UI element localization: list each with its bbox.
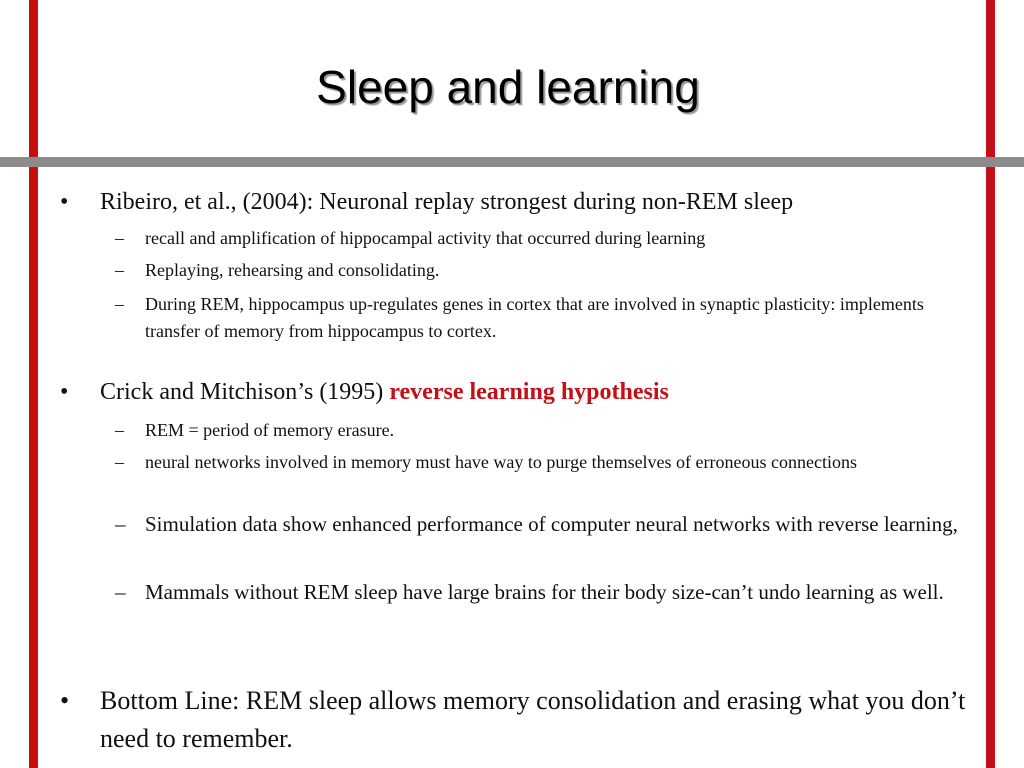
sub-bullet-marker: – (115, 228, 124, 248)
bullet-text: Bottom Line: REM sleep allows memory consolidation and erasing what you don’t need to remember. (100, 686, 966, 753)
left-accent-bar (29, 0, 38, 768)
bullet-marker: • (60, 189, 69, 215)
sub-bullet-marker: – (115, 420, 124, 440)
sub-bullet (115, 449, 980, 476)
sub-bullet-marker: – (115, 580, 126, 604)
sub-bullet-text: REM = period of memory erasure. (145, 420, 395, 440)
bullet-text: Crick and Mitchison’s (1995) (100, 379, 390, 405)
sub-bullet-text: Replaying, rehearsing and consolidating. (145, 260, 440, 280)
bullet-bottom-line (60, 682, 980, 758)
sub-bullet (115, 417, 980, 444)
sub-bullet-text: During REM, hippocampus up-regulates genes in cortex that are involved in synaptic plasticity: implements transfer of memory from hippocampus to cortex. (145, 294, 924, 341)
bullet-crick-mitchison (60, 377, 980, 407)
bullet-marker: • (60, 686, 70, 715)
highlight-reverse-learning: reverse learning hypothesis (389, 379, 669, 405)
sub-bullet-marker: – (115, 260, 124, 280)
bullet-ribeiro (60, 187, 980, 217)
sub-bullet-marker: – (115, 294, 124, 314)
title-divider (0, 157, 1024, 167)
sub-bullet-text: neural networks involved in memory must have way to purge themselves of erroneous connections (145, 452, 857, 472)
slide-title: Sleep and learning (316, 61, 700, 113)
sub-bullet (115, 509, 980, 539)
sub-bullet (115, 577, 980, 607)
sub-bullet (115, 225, 980, 252)
sub-bullet (115, 257, 980, 284)
sub-bullet-text: Mammals without REM sleep have large brains for their body size-can’t undo learning as well. (145, 580, 944, 604)
sub-bullet-text: recall and amplification of hippocampal activity that occurred during learning (145, 228, 706, 248)
sub-bullet-marker: – (115, 452, 124, 472)
bullet-text: Ribeiro, et al., (2004): Neuronal replay strongest during non-REM sleep (100, 189, 794, 215)
right-accent-bar (986, 0, 995, 768)
bullet-marker: • (60, 379, 69, 405)
sub-bullet-marker: – (115, 512, 126, 536)
sub-bullet-text: Simulation data show enhanced performance of computer neural networks with reverse learning, (145, 512, 958, 536)
sub-bullet (115, 291, 980, 345)
